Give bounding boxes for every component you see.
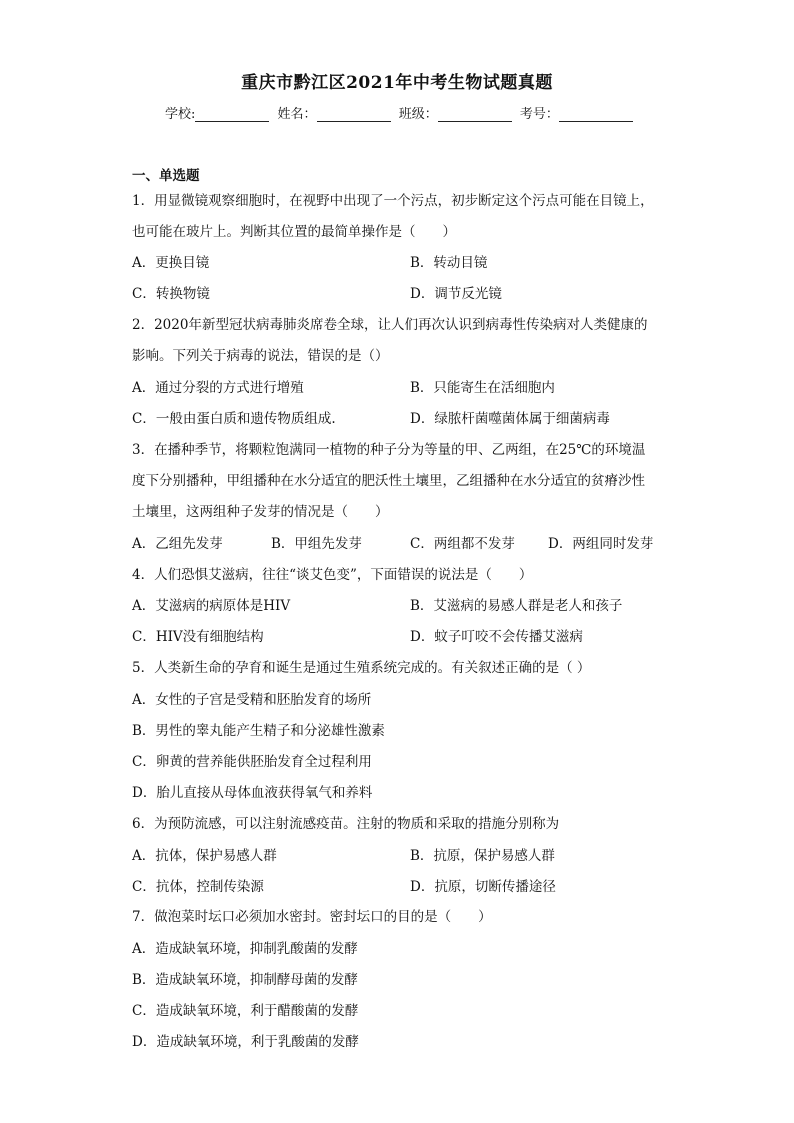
question-7-option-b: B．造成缺氧环境，抑制酵母菌的发酵 (132, 972, 358, 988)
question-5-option-d: D．胎儿直接从母体血液获得氧气和养料 (132, 785, 373, 801)
question-4-line-1: 4．人们恐惧艾滋病，往往“谈艾色变”，下面错误的说法是（ ） (132, 567, 533, 583)
question-6-option-b: B．抗原，保护易感人群 (410, 848, 555, 864)
question-5-option-a: A．女性的子宫是受精和胚胎发育的场所 (132, 692, 372, 708)
school-label: 学校: (165, 107, 196, 122)
question-1-line-1: 1．用显微镜观察细胞时，在视野中出现了一个污点，初步断定这个污点可能在目镜上， (132, 193, 654, 209)
question-2-option-a: A．通过分裂的方式进行增殖 (132, 380, 304, 396)
question-4-option-c: C．HIV没有细胞结构 (132, 629, 264, 645)
question-3-line-2: 度下分别播种，甲组播种在水分适宜的肥沃性土壤里，乙组播种在水分适宜的贫瘠沙性 (132, 473, 645, 489)
question-1-line-2: 也可能在玻片上。判断其位置的最简单操作是（ ） (132, 224, 456, 240)
school-blank (195, 107, 269, 122)
question-7-option-a: A．造成缺氧环境，抑制乳酸菌的发酵 (132, 941, 358, 957)
student-info-row (165, 103, 637, 122)
question-6-line-1: 6．为预防流感，可以注射流感疫苗。注射的物质和采取的措施分别称为 (132, 816, 560, 832)
question-2-line-1: 2．2020年新型冠状病毒肺炎席卷全球，让人们再次认识到病毒性传染病对人类健康的 (132, 317, 648, 333)
question-7-option-c: C．造成缺氧环境，利于醋酸菌的发酵 (132, 1003, 359, 1019)
number-label: 考号： (519, 107, 559, 122)
question-3-option-c: C．两组都不发芽 (410, 536, 515, 552)
page-title: 重庆市黔江区2021年中考生物试题真题 (241, 73, 553, 93)
question-1-option-d: D．调节反光镜 (410, 286, 502, 302)
question-6-option-c: C．抗体，控制传染源 (132, 879, 264, 895)
question-4-option-a: A．艾滋病的病原体是HIV (132, 598, 291, 614)
question-6-option-d: D．抗原，切断传播途径 (410, 879, 556, 895)
question-2-line-2: 影响。下列关于病毒的说法，错误的是（） (132, 348, 389, 364)
question-5-option-c: C．卵黄的营养能供胚胎发育全过程利用 (132, 754, 372, 770)
question-3-option-b: B．甲组先发芽 (271, 536, 362, 552)
question-2-option-c: C．一般由蛋白质和遗传物质组成. (132, 411, 336, 427)
question-1-option-a: A．更换目镜 (132, 255, 210, 271)
question-2-option-d: D．绿脓杆菌噬菌体属于细菌病毒 (410, 411, 610, 427)
question-5-line-1: 5．人类新生命的孕育和诞生是通过生殖系统完成的。有关叙述正确的是（ ） (132, 660, 591, 676)
question-5-option-b: B．男性的睾丸能产生精子和分泌雄性激素 (132, 723, 385, 739)
question-1-option-c: C．转换物镜 (132, 286, 210, 302)
name-label: 姓名： (277, 107, 317, 122)
class-label: 班级： (398, 107, 438, 122)
question-4-option-d: D．蚊子叮咬不会传播艾滋病 (410, 629, 583, 645)
question-1-option-b: B．转动目镜 (410, 255, 488, 271)
question-3-option-a: A．乙组先发芽 (132, 536, 223, 552)
name-blank (317, 107, 391, 122)
class-blank (438, 107, 512, 122)
question-2-option-b: B．只能寄生在活细胞内 (410, 380, 555, 396)
question-3-line-1: 3．在播种季节，将颗粒饱满同一植物的种子分为等量的甲、乙两组，在25℃的环境温 (132, 442, 646, 458)
question-6-option-a: A．抗体，保护易感人群 (132, 848, 277, 864)
question-7-option-d: D．造成缺氧环境，利于乳酸菌的发酵 (132, 1034, 359, 1050)
number-blank (559, 107, 633, 122)
question-4-option-b: B．艾滋病的易感人群是老人和孩子 (410, 598, 623, 614)
question-3-line-3: 土壤里，这两组种子发芽的情况是（ ） (132, 504, 389, 520)
section-heading: 一、单选题 (132, 168, 200, 184)
question-3-option-d: D．两组同时发芽 (548, 536, 654, 552)
question-7-line-1: 7．做泡菜时坛口必须加水密封。密封坛口的目的是（ ） (132, 909, 492, 925)
